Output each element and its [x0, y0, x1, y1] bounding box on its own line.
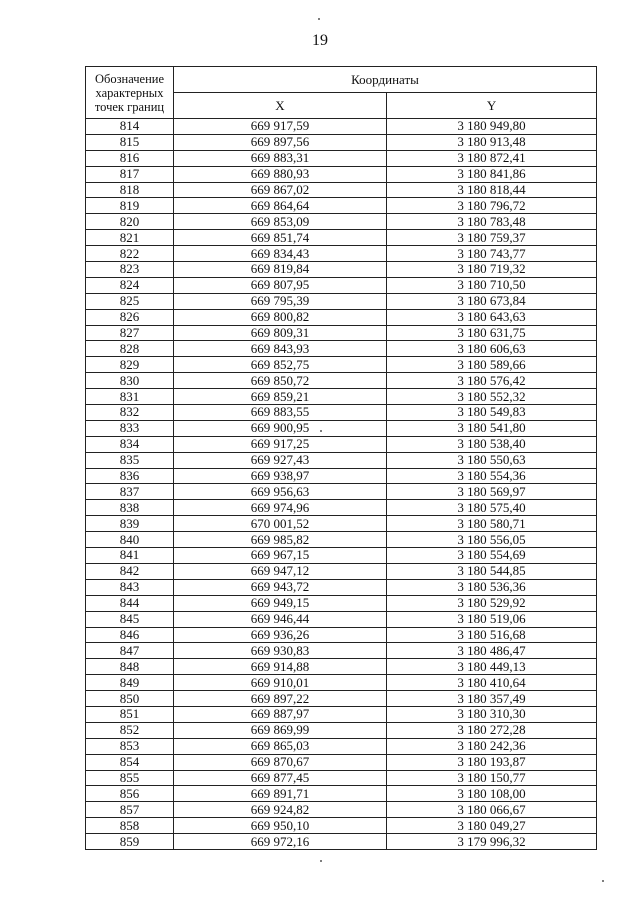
- point-cell: 839: [86, 516, 174, 532]
- table-row: [86, 182, 597, 198]
- point-cell: 845: [86, 611, 174, 627]
- point-cell: 852: [86, 722, 174, 738]
- table-row: [86, 722, 597, 738]
- x-coordinate-cell: 669 897,22: [174, 691, 387, 707]
- x-coordinate-cell: 669 917,59: [174, 119, 387, 135]
- y-coordinate-cell: 3 180 818,44: [387, 182, 597, 198]
- points-header-line-1: Обозначение: [94, 71, 165, 86]
- point-cell: 847: [86, 643, 174, 659]
- table-row: [86, 500, 597, 516]
- table-row: [86, 595, 597, 611]
- table-row: [86, 452, 597, 468]
- x-coordinate-cell: 669 852,75: [174, 357, 387, 373]
- point-cell: 836: [86, 468, 174, 484]
- point-cell: 830: [86, 373, 174, 389]
- x-coordinate-cell: 670 001,52: [174, 516, 387, 532]
- points-header-line-3: точек границ: [94, 99, 165, 114]
- y-coordinate-cell: 3 180 556,05: [387, 532, 597, 548]
- point-cell: 824: [86, 277, 174, 293]
- table-row: [86, 119, 597, 135]
- x-coordinate-cell: 669 887,97: [174, 706, 387, 722]
- x-coordinate-cell: 669 897,56: [174, 134, 387, 150]
- scan-speck: [602, 880, 604, 882]
- x-coordinate-cell: 669 930,83: [174, 643, 387, 659]
- point-cell: 849: [86, 675, 174, 691]
- x-coordinate-cell: 669 938,97: [174, 468, 387, 484]
- point-cell: 859: [86, 834, 174, 850]
- x-coordinate-cell: 669 950,10: [174, 818, 387, 834]
- x-coordinate-cell: 669 891,71: [174, 786, 387, 802]
- points-header-line-2: характерных: [95, 85, 164, 100]
- y-coordinate-cell: 3 180 673,84: [387, 293, 597, 309]
- y-coordinate-cell: 3 180 519,06: [387, 611, 597, 627]
- y-coordinate-cell: 3 179 996,32: [387, 834, 597, 850]
- y-coordinate-cell: 3 180 193,87: [387, 754, 597, 770]
- point-cell: 840: [86, 532, 174, 548]
- x-coordinate-cell: 669 967,15: [174, 548, 387, 564]
- point-cell: 848: [86, 659, 174, 675]
- y-coordinate-cell: 3 180 549,83: [387, 405, 597, 421]
- scan-speck: [318, 18, 320, 20]
- y-coordinate-cell: 3 180 550,63: [387, 452, 597, 468]
- x-coordinate-cell: 669 880,93: [174, 166, 387, 182]
- y-coordinate-cell: 3 180 949,80: [387, 119, 597, 135]
- x-coordinate-cell: 669 956,63: [174, 484, 387, 500]
- x-coordinate-cell: 669 947,12: [174, 563, 387, 579]
- y-coordinate-cell: 3 180 357,49: [387, 691, 597, 707]
- table-row: [86, 611, 597, 627]
- y-coordinate-cell: 3 180 538,40: [387, 436, 597, 452]
- table-row: [86, 532, 597, 548]
- y-coordinate-cell: 3 180 643,63: [387, 309, 597, 325]
- table-row: [86, 230, 597, 246]
- table-row: [86, 150, 597, 166]
- table-row: [86, 198, 597, 214]
- point-cell: 826: [86, 309, 174, 325]
- x-coordinate-cell: 669 809,31: [174, 325, 387, 341]
- table-row: [86, 373, 597, 389]
- x-coordinate-cell: 669 883,31: [174, 150, 387, 166]
- x-coordinate-cell: 669 834,43: [174, 246, 387, 262]
- x-coordinate-cell: 669 870,67: [174, 754, 387, 770]
- x-column-header: X: [174, 93, 387, 119]
- point-cell: 818: [86, 182, 174, 198]
- x-coordinate-cell: 669 867,02: [174, 182, 387, 198]
- y-coordinate-cell: 3 180 536,36: [387, 579, 597, 595]
- x-coordinate-cell: 669 877,45: [174, 770, 387, 786]
- point-cell: 851: [86, 706, 174, 722]
- y-coordinate-cell: 3 180 606,63: [387, 341, 597, 357]
- y-coordinate-cell: 3 180 516,68: [387, 627, 597, 643]
- point-cell: 821: [86, 230, 174, 246]
- y-coordinate-cell: 3 180 486,47: [387, 643, 597, 659]
- table-row: [86, 516, 597, 532]
- table-row: [86, 643, 597, 659]
- point-cell: 842: [86, 563, 174, 579]
- point-cell: 820: [86, 214, 174, 230]
- table-body: [86, 119, 597, 850]
- table-row: [86, 309, 597, 325]
- x-coordinate-cell: 669 927,43: [174, 452, 387, 468]
- point-cell: 856: [86, 786, 174, 802]
- coordinates-group-header: Координаты: [174, 67, 597, 93]
- point-cell: 823: [86, 262, 174, 278]
- y-coordinate-cell: 3 180 554,36: [387, 468, 597, 484]
- point-cell: 831: [86, 389, 174, 405]
- table-row: [86, 754, 597, 770]
- y-coordinate-cell: 3 180 049,27: [387, 818, 597, 834]
- point-cell: 832: [86, 405, 174, 421]
- point-cell: 850: [86, 691, 174, 707]
- x-coordinate-cell: 669 800,82: [174, 309, 387, 325]
- x-coordinate-cell: 669 910,01: [174, 675, 387, 691]
- table-row: [86, 246, 597, 262]
- y-coordinate-cell: 3 180 759,37: [387, 230, 597, 246]
- table-row: [86, 563, 597, 579]
- table-row: [86, 627, 597, 643]
- y-coordinate-cell: 3 180 310,30: [387, 706, 597, 722]
- table-row: [86, 389, 597, 405]
- table-row: [86, 770, 597, 786]
- y-coordinate-cell: 3 180 872,41: [387, 150, 597, 166]
- point-cell: 838: [86, 500, 174, 516]
- x-coordinate-cell: 669 843,93: [174, 341, 387, 357]
- point-cell: 828: [86, 341, 174, 357]
- x-coordinate-cell: 669 985,82: [174, 532, 387, 548]
- y-coordinate-cell: 3 180 796,72: [387, 198, 597, 214]
- point-cell: 827: [86, 325, 174, 341]
- x-coordinate-cell: 669 914,88: [174, 659, 387, 675]
- table-row: [86, 659, 597, 675]
- x-coordinate-cell: 669 819,84: [174, 262, 387, 278]
- point-cell: 857: [86, 802, 174, 818]
- table-row: [86, 134, 597, 150]
- page-number: 19: [312, 32, 328, 49]
- point-cell: 841: [86, 548, 174, 564]
- y-coordinate-cell: 3 180 242,36: [387, 738, 597, 754]
- table-row: [86, 357, 597, 373]
- y-coordinate-cell: 3 180 150,77: [387, 770, 597, 786]
- y-coordinate-cell: 3 180 589,66: [387, 357, 597, 373]
- point-cell: 846: [86, 627, 174, 643]
- scan-speck: [320, 430, 322, 432]
- y-coordinate-cell: 3 180 529,92: [387, 595, 597, 611]
- x-coordinate-cell: 669 869,99: [174, 722, 387, 738]
- x-coordinate-cell: 669 865,03: [174, 738, 387, 754]
- table-header: [86, 67, 597, 119]
- point-cell: 822: [86, 246, 174, 262]
- table-row: [86, 293, 597, 309]
- table-row: [86, 738, 597, 754]
- x-coordinate-cell: 669 795,39: [174, 293, 387, 309]
- scan-speck: [320, 860, 322, 862]
- table-row: [86, 706, 597, 722]
- x-coordinate-cell: 669 900,95: [174, 420, 387, 436]
- table-row: [86, 214, 597, 230]
- point-cell: 833: [86, 420, 174, 436]
- x-coordinate-cell: 669 807,95: [174, 277, 387, 293]
- coordinates-table: [85, 66, 597, 850]
- x-coordinate-cell: 669 917,25: [174, 436, 387, 452]
- x-coordinate-cell: 669 949,15: [174, 595, 387, 611]
- x-coordinate-cell: 669 943,72: [174, 579, 387, 595]
- y-coordinate-cell: 3 180 066,67: [387, 802, 597, 818]
- table-row: [86, 484, 597, 500]
- point-cell: 819: [86, 198, 174, 214]
- y-coordinate-cell: 3 180 552,32: [387, 389, 597, 405]
- y-coordinate-cell: 3 180 580,71: [387, 516, 597, 532]
- point-cell: 817: [86, 166, 174, 182]
- y-coordinate-cell: 3 180 569,97: [387, 484, 597, 500]
- point-cell: 814: [86, 119, 174, 135]
- table-row: [86, 786, 597, 802]
- x-coordinate-cell: 669 924,82: [174, 802, 387, 818]
- y-coordinate-cell: 3 180 272,28: [387, 722, 597, 738]
- table-row: [86, 548, 597, 564]
- y-coordinate-cell: 3 180 108,00: [387, 786, 597, 802]
- y-coordinate-cell: 3 180 576,42: [387, 373, 597, 389]
- y-coordinate-cell: 3 180 743,77: [387, 246, 597, 262]
- point-cell: 815: [86, 134, 174, 150]
- point-cell: 854: [86, 754, 174, 770]
- y-coordinate-cell: 3 180 449,13: [387, 659, 597, 675]
- point-cell: 843: [86, 579, 174, 595]
- table-row: [86, 802, 597, 818]
- point-cell: 829: [86, 357, 174, 373]
- point-cell: 834: [86, 436, 174, 452]
- table-row: [86, 420, 597, 436]
- y-coordinate-cell: 3 180 575,40: [387, 500, 597, 516]
- x-coordinate-cell: 669 936,26: [174, 627, 387, 643]
- y-coordinate-cell: 3 180 783,48: [387, 214, 597, 230]
- y-coordinate-cell: 3 180 554,69: [387, 548, 597, 564]
- table-row: [86, 818, 597, 834]
- table-row: [86, 468, 597, 484]
- point-cell: 837: [86, 484, 174, 500]
- points-column-header: [86, 67, 174, 119]
- table-row: [86, 341, 597, 357]
- y-coordinate-cell: 3 180 541,80: [387, 420, 597, 436]
- y-coordinate-cell: 3 180 410,64: [387, 675, 597, 691]
- y-coordinate-cell: 3 180 631,75: [387, 325, 597, 341]
- x-coordinate-cell: 669 864,64: [174, 198, 387, 214]
- point-cell: 858: [86, 818, 174, 834]
- y-coordinate-cell: 3 180 544,85: [387, 563, 597, 579]
- y-coordinate-cell: 3 180 841,86: [387, 166, 597, 182]
- table-row: [86, 405, 597, 421]
- y-column-header: Y: [387, 93, 597, 119]
- point-cell: 825: [86, 293, 174, 309]
- table-row: [86, 834, 597, 850]
- y-coordinate-cell: 3 180 913,48: [387, 134, 597, 150]
- x-coordinate-cell: 669 972,16: [174, 834, 387, 850]
- table-row: [86, 579, 597, 595]
- x-coordinate-cell: 669 853,09: [174, 214, 387, 230]
- table-row: [86, 325, 597, 341]
- x-coordinate-cell: 669 974,96: [174, 500, 387, 516]
- point-cell: 853: [86, 738, 174, 754]
- table-row: [86, 277, 597, 293]
- x-coordinate-cell: 669 851,74: [174, 230, 387, 246]
- point-cell: 855: [86, 770, 174, 786]
- table-row: [86, 166, 597, 182]
- x-coordinate-cell: 669 946,44: [174, 611, 387, 627]
- point-cell: 816: [86, 150, 174, 166]
- y-coordinate-cell: 3 180 710,50: [387, 277, 597, 293]
- x-coordinate-cell: 669 859,21: [174, 389, 387, 405]
- point-cell: 844: [86, 595, 174, 611]
- x-coordinate-cell: 669 883,55: [174, 405, 387, 421]
- x-coordinate-cell: 669 850,72: [174, 373, 387, 389]
- table-row: [86, 675, 597, 691]
- table-row: [86, 262, 597, 278]
- table-row: [86, 436, 597, 452]
- point-cell: 835: [86, 452, 174, 468]
- table-row: [86, 691, 597, 707]
- y-coordinate-cell: 3 180 719,32: [387, 262, 597, 278]
